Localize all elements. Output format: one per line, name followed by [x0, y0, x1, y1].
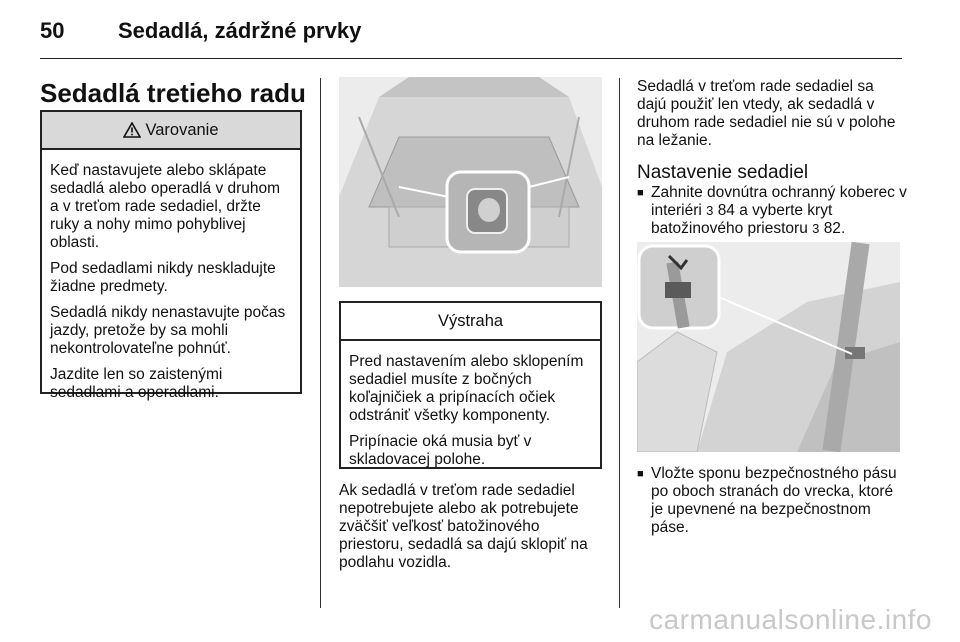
- warning-paragraph: Keď nastavujete alebo sklápate sedadlá alebo operadlá v druhom a v treťom rade sedadiel, držte ruky a nohy mimo pohyblivej oblasti.: [50, 162, 281, 251]
- page-number: 50: [40, 18, 65, 43]
- warning-title: Varovanie: [145, 120, 219, 139]
- caution-header: [341, 303, 600, 341]
- right-intro-block: [637, 78, 907, 150]
- subsection-title: Nastavenie sedadiel: [637, 162, 809, 183]
- seatbelt-photo: [637, 242, 900, 452]
- trunk-illustration: [339, 77, 602, 287]
- bullet-square-icon: ■: [637, 187, 644, 199]
- trunk-photo: [339, 77, 602, 287]
- middle-paragraph-block: [339, 482, 604, 572]
- section-title: Sedadlá tretieho radu: [40, 78, 306, 108]
- bullet-text-part: .: [840, 220, 846, 237]
- bullet-list-2: [637, 465, 909, 537]
- bullet-text: Vložte sponu bezpečnostného pásu po oboch stranách do vrecka, ktoré je upevnené na bezpečnostnom páse.: [651, 465, 897, 536]
- watermark: carmanualsonline.info: [649, 604, 932, 635]
- column-divider-right: [619, 78, 620, 608]
- page-ref-link[interactable]: 84: [717, 202, 735, 219]
- bullet-list-1: [637, 184, 907, 238]
- caution-body: [341, 341, 600, 469]
- bullet-square-icon: ■: [637, 468, 644, 480]
- bullet-text: [651, 184, 907, 238]
- chapter-title: Sedadlá, zádržné prvky: [118, 18, 362, 43]
- caution-paragraph: Pripínacie oká musia byť v skladovacej polohe.: [349, 433, 532, 468]
- bullet-text-part: a vyberte kryt batožinového priestoru: [651, 202, 833, 237]
- warning-header: [42, 112, 300, 150]
- bullet-item: [637, 184, 907, 238]
- header-rule: [40, 58, 902, 59]
- warning-paragraph: Jazdite len so zaistenými sedadlami a operadlami.: [50, 366, 223, 401]
- warning-paragraph: Pod sedadlami nikdy neskladujte žiadne predmety.: [50, 260, 276, 295]
- caution-box: [339, 301, 602, 469]
- page-ref-icon: 3: [812, 221, 820, 236]
- page-ref-icon: 3: [706, 203, 714, 218]
- seatbelt-illustration: [637, 242, 900, 452]
- warning-paragraph: Sedadlá nikdy nenastavujte počas jazdy, pretože by sa mohli nekontrolovateľne pohnúť.: [50, 304, 286, 357]
- caution-paragraph: Pred nastavením alebo sklopením sedadiel musíte z bočných koľajničiek a pripínacích očiek odstrániť všetky komponenty.: [349, 353, 584, 424]
- bullet-item: [637, 465, 909, 537]
- right-intro-paragraph: Sedadlá v treťom rade sedadiel sa dajú použiť len vtedy, ak sedadlá v druhom rade sedadiel nie sú v polohe na ležanie.: [637, 78, 896, 149]
- warning-box: [40, 110, 302, 401]
- warning-triangle-icon: [123, 122, 141, 138]
- middle-paragraph: Ak sedadlá v treťom rade sedadiel nepotrebujete alebo ak potrebujete zväčšiť veľkosť batožinového priestoru, sedadlá sa dajú sklopiť na podlahu vozidla.: [339, 482, 588, 571]
- bullet-text-part: Zahnite dovnútra ochranný koberec v interiéri: [651, 184, 907, 219]
- warning-body: [42, 150, 300, 402]
- page-ref-link[interactable]: 82: [823, 220, 841, 237]
- column-divider-left: [320, 78, 321, 608]
- caution-title: Výstraha: [437, 311, 504, 330]
